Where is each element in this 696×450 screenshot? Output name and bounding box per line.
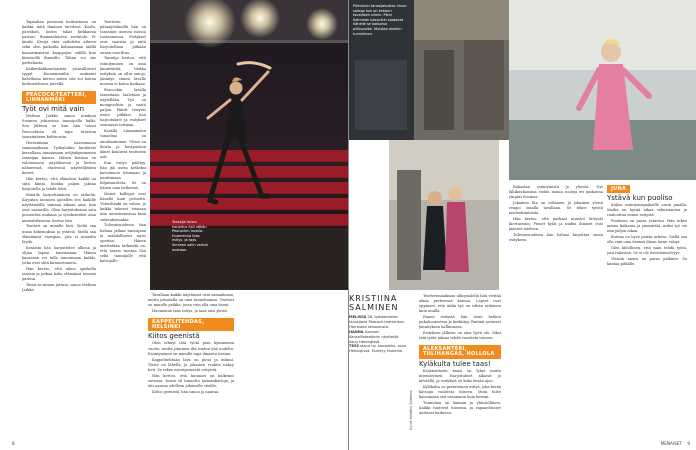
dressing-room-photo [349, 0, 414, 140]
author-first-name: KRISTIINA [349, 294, 398, 303]
article-text [100, 20, 146, 264]
paragraph: Jokainen ilta on erilainen ja jokainen yleisö reagoi omalla tavallaan. Se tekee työstä mielenkiintoista. [509, 201, 603, 216]
paragraph: Kyläkulta on perinteinen esitys, joka kerää katsojia vuodesta toiseen. Moni tulee katsomaan sen useammin kuin kerran. [419, 384, 501, 399]
paragraph: Esityksen jälkeen on aina hyvä olo. Siksi tätä työtä jaksaa tehdä vuodesta toiseen. [419, 331, 501, 341]
paragraph: Kesällä Linnanmäen tunnelma on ainutlaatuinen. Yleisö on iloista ja huvipuiston äänet kuuluvat teatteriin asti. [100, 129, 146, 159]
bio-entry [349, 315, 407, 330]
singer-photo [509, 0, 696, 180]
paragraph: Monet kollegat ovat hänelle kuin perhettä. Yhteishenki on vahva, ja kaikki tukevat toisiaan niin onnistumisissa kuin vaikeuksissakin. [100, 192, 146, 222]
paragraph: Teatteri on minulle koti. Sieltä saa uusia kokemuksia ja ystäviä. Sieltä saa elämäänsä energiaa, jota ei muualta löydä. [22, 224, 96, 244]
paragraph: Tanssija kertoo, että esiintyminen on aina jännittävää. Vaikka esityksiä on ollut satoja, jännitys ennen lavalle nousua ei katoa koskaan. [100, 56, 146, 86]
bio-text: Suomen Kansallisteatterin näyttelijä. Asuu Helsingissä. [349, 329, 400, 344]
right-page [349, 0, 696, 450]
article-text [419, 294, 501, 341]
section-heading-3 [419, 345, 501, 358]
paragraph: Hän kertoo, että aikoo opiskella tanssia ja jatkaa koko elämänsä tanssin parissa. [22, 266, 96, 281]
left-column-1b [100, 20, 146, 430]
section-ribbon: KAPPELITEHDAS, HELSINKI [148, 318, 234, 331]
right-folio-label: MENAISET [660, 441, 682, 446]
bio-text: 28, työskentelee tanssijana Peacock-teatterissa. Harrastaa ratsastusta. [349, 315, 405, 329]
section-heading-2 [148, 318, 234, 331]
paragraph: Tunnelma on lämmin ja yhteisöllinen. Kaikki tuntevat toisensa, ja vapaaehtoiset auttavat kaikessa. [419, 400, 501, 416]
paragraph: Tulevaisuudessa hän haluaa jatkaa tanssijana ja mahdollisesti myös opettaa. Hänen mielestään tärkeintä on, että tanssi tuottaa iloa sekä tanssijalle että katsojalle. [100, 223, 146, 264]
article-text [148, 293, 234, 395]
section-subhead: Kyläkulta tulee taas! [419, 359, 491, 368]
bio-name: TESS [349, 344, 359, 349]
left-folio: 8 [12, 441, 15, 446]
paragraph: Ennen esitystä hän istuu hetken pukuhuoneessa ja keskittyy. Rutiinit auttavat jännityksen hallinnassa. [419, 315, 501, 330]
right-column-3b [509, 185, 603, 435]
paragraph: Teatterimaailman ulkopuolella hän viettää aikaa perheensä kanssa. Lapset ovat oppineet, että äidin työ on vähän erilainen kuin muilla. [419, 294, 501, 314]
author-last-name: SALMINEN [349, 303, 399, 312]
section-heading-1 [22, 91, 96, 104]
bio-text: stand up -koomikko, asuu Helsingissä. Esiintyy klubeilla. [349, 344, 407, 354]
paragraph: Puolisoni on paras ystäväni. Hän tukee minua kaikessa ja ymmärtää, miksi työ vie niin paljon aikaa. [607, 219, 687, 234]
left-column-1 [22, 20, 96, 430]
paragraph: Kun esitys päättyy, hän jää usein hetkeksi katsomoon istumaan ja nauttimaan hiljaisuudesta. Se on hänen oma hetkensä. [100, 160, 146, 191]
paragraph: Kesäteatterin kausi on lyhyt mutta intensiivinen. Harjoitukset alkavat jo keväällä, ja esityksiä on koko kesän ajan. [419, 368, 501, 383]
paragraph: Tavallaan kaikki näyttämöt ovat samanlaisia, mutta jokaisella on oma tunnelmansa. Teatteri on minulle paikka, jossa voin olla oma itseni. [148, 293, 234, 308]
dancer-stage-photo [150, 0, 348, 290]
two-women-photo [389, 140, 499, 290]
paragraph: Peacockin lavalla tanssitaan, lauletaan ja näytellään. Työ on monipuolista ja vaatii paljon. Päivät venyvät usein pitkiksi, kun harjoitukset ja esitykset seuraavat toisiaan. [100, 87, 146, 128]
paragraph: Kesäisin hän harjoittelee ulkona ja ohjaa lapsia tanssimaan. Hänen kanssaan voi tulla tanssimaan kaikki, jotka ovat siitä kiinnostuneita. [22, 245, 96, 265]
stage-photo-caption: Tanssija Irinan harjoitus Sali vähän Peacockin lavalla. Huomenna taas esitys, ja taas ihminen salin verhot avataan. [172, 220, 208, 252]
paragraph: Hän kertoo, että parhaat muistot liittyvät kiertueisiin. Pienet kylät ja niiden ihmiset ovat jääneet mieleen. [509, 217, 603, 232]
paragraph: Hän kertoo, että elämässä kaikki on siitä kiinni, kuinka paljon jaksaa harjoitella ja tehdä töitä. [22, 177, 96, 192]
section-ribbon: JUNA [607, 185, 630, 193]
paragraph: Yleisön nauru on paras palkinto. Se kantaa pitkälle. [607, 257, 687, 267]
section-ribbon: ALEKSANTERI, TIILIHANGAS, HOLLOLA [419, 345, 501, 358]
paragraph: Kuljen esiintymispaikoille usein junalla. Matka on hyvää aikaa valmistautua ja rauhoittua ennen esitystä. [607, 203, 687, 218]
paragraph: Hän kertoo, että huumori on kulkenut suvussa. Isoisä oli tunnettu tarinankertoja, ja äiti nauraa edelleen jokaiselle vitsille. [148, 373, 234, 388]
section-heading-4 [607, 185, 687, 193]
section-ribbon: PEACOCK-TEATTERI, LINNANMÄKI [22, 91, 96, 104]
paragraph: Olen kiitollinen, että saan tehdä työtä, jota rakastan. Se ei ole itsestäänselvyys. [607, 246, 687, 256]
section-subhead: Työt ovi mitä vain [22, 105, 85, 114]
article-text [22, 114, 96, 293]
paragraph: Teatterin päänäyttämöllä hän on tanssinut useissa isoissa tuotannoissa. Esitykset ovat vaativia ja niitä harjoitellaan pitkään ennen ensi-iltaa. [100, 20, 146, 55]
paragraph: Olen tehnyt tätä työtä pian kymmenen vuotta, mutta jokainen ilta tuntuu yhä uudelta. Esiintyminen on minulle tapa ilmaista itseäni. [148, 341, 234, 356]
paragraph: Hertantiana kasvamassa samaanaikaan. Työkaluihin kuuluivat kerrallaan tanssimaan neljänkymmenen tanssijan kanssa. Hänen kotinsa on valotoisessa näytöksessä ja kertoo nähneensä eturivissä näyttelijöiden ilmeet. [22, 140, 96, 176]
paragraph: Minulle harjoittaminen on tärkeää. Kirjoitan tanssien ajatellen sen kaikille näyttämöillä samaan aikaan aina, kun ovat saatavilla. Olen harjoituksissa sata prosenttia mukana ja työskentelen aina ammattilaisena, kertoo hän. [22, 193, 96, 223]
right-folio: 9 [687, 441, 690, 446]
paragraph: Huomenna taas esitys, ja taas uusi yleisö. [152, 309, 228, 314]
author-box [349, 294, 407, 439]
paragraph: Kotona on hyvä palata arkeen. Siellä saa olla vain oma itsensä ilman lavan valoja. [607, 235, 687, 245]
intro-text [22, 20, 96, 87]
photo-credit: Kuvat: Kristiina Salminen [409, 390, 413, 430]
paragraph: Tapanilan pienessä keskustassa on kaikki, mitä ihminen tarvitsee. Koulu, päiväkoti, lasten takat kirkkaena parturi, tbaimanlaisten ravintola. R-kioski. Kivoja ekta vaihdettu arkeen sekä olen paikoilla kohtaamaan täällä kamarimaisten kauppojen välillä kun kiireisellä ihmisille. Tähän voi siis perhelaista. [22, 20, 96, 65]
paragraph: Rakastan esiintymistä ja yleisöä. Nyt lähikuukausina esitän monia rooleja eri paikoissa ympäri Suomea. [509, 185, 603, 200]
section-subhead: Kiitos geenistä [148, 332, 200, 341]
right-column-4 [607, 185, 687, 435]
paragraph: Tämä on minun juttuni, sanoo Melissa Jarkko. [22, 282, 96, 292]
article-text [419, 369, 501, 416]
bio-entry [349, 344, 407, 354]
bio-name: HANNA [349, 329, 364, 334]
paragraph: Kiitos geenistä, hän sanoo ja nauraa. [152, 389, 220, 394]
article-text [607, 203, 687, 267]
paragraph: Kappelitehtaan lava on pieni ja intiimi. Yleisö on lähellä, ja jokainen reaktio näkyy heti. Se tekee esiintymisestä erityistä. [148, 357, 234, 372]
paragraph: Kaikenkukkarolaisista ystävällisesti tyypit Kiuomineniltä asukaset kahvilassa kertoo miten sitä voi hoitaa keskusteluissa järvellä. [22, 66, 96, 86]
bio-name: MELISSA [349, 315, 367, 319]
paragraph: Melissa Jarkko sanoo niinkuin Suomen johtavissa tanssijoilla kulki. Sen jälkeen se kun hän tanssi Peacockissa oli tapa tutustua tanssitaiteen kulttuuriin. [22, 114, 96, 139]
author-bio [349, 315, 407, 354]
article-text [509, 185, 603, 243]
section-subhead: Ystävä kun puoliso [607, 194, 673, 203]
paragraph: Tulevaisuudessa hän haluaa kirjoittaa oman esityksen. [509, 233, 603, 243]
bio-entry [349, 330, 407, 345]
right-column-3 [419, 294, 501, 439]
left-column-2 [148, 293, 234, 433]
dressing-room-caption: Pikkuinen tanssijakuikka Irinan salissa kun on entisen tavallisen silmin. Pieni Salminen kasvoikin saatavat hänelle se katsomo pikkupoika. Muistaa ainakin tunnelman. [353, 4, 407, 36]
